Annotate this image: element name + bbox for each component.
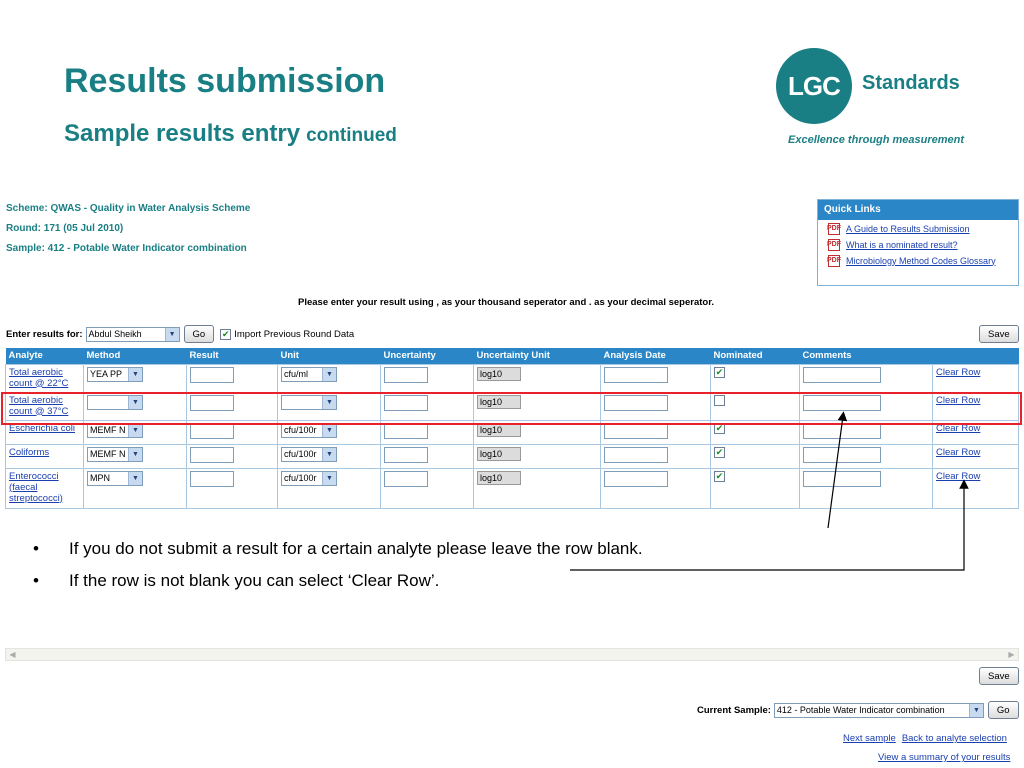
- nominated-checkbox[interactable]: ✔: [715, 470, 724, 481]
- result-cell: [187, 392, 278, 420]
- nominated-checkbox[interactable]: [714, 395, 725, 406]
- nominated-cell: [711, 444, 800, 468]
- import-checkbox[interactable]: ✔: [221, 328, 230, 339]
- sample-info: Sample: 412 - Potable Water Indicator combination: [6, 243, 247, 254]
- date-cell: [601, 444, 711, 468]
- unit-select[interactable]: [281, 395, 337, 410]
- current-sample-go-button[interactable]: Go: [988, 701, 1019, 719]
- chevron-down-icon: ▼: [128, 424, 142, 437]
- method-select[interactable]: [87, 395, 143, 410]
- pdf-icon: PDF: [828, 223, 840, 235]
- method-select[interactable]: [87, 447, 143, 462]
- table-row: [6, 420, 1019, 444]
- enter-results-bar: [6, 325, 354, 343]
- unit-cell: [278, 468, 381, 508]
- actions-cell: [933, 364, 1019, 392]
- scheme-name: Scheme: QWAS - Quality in Water Analysis Scheme: [6, 203, 251, 214]
- clear-row-link[interactable]: Clear Row: [936, 422, 981, 434]
- actions-cell: [933, 444, 1019, 468]
- unit-cell: [278, 364, 381, 392]
- nominated-checkbox[interactable]: ✔: [715, 422, 724, 433]
- table-row: [6, 468, 1019, 508]
- comments-input[interactable]: [803, 471, 881, 487]
- result-cell: [187, 468, 278, 508]
- result-input[interactable]: [190, 423, 234, 439]
- chevron-down-icon: ▼: [322, 368, 336, 381]
- method-value: MPN: [90, 473, 110, 483]
- quick-links-panel: [817, 199, 1019, 286]
- enter-results-label: Enter results for:: [6, 328, 83, 340]
- pdf-icon: PDF: [828, 239, 840, 251]
- pdf-icon: PDF: [828, 255, 840, 267]
- analyte-link[interactable]: Coliforms: [9, 446, 50, 458]
- col-comments: Comments: [800, 348, 933, 364]
- method-select[interactable]: [87, 471, 143, 486]
- quick-link-glossary[interactable]: Microbiology Method Codes Glossary: [846, 255, 996, 266]
- col-result: Result: [187, 348, 278, 364]
- slide-title: Results submission: [64, 62, 386, 100]
- date-cell: [601, 364, 711, 392]
- comments-input[interactable]: [803, 395, 881, 411]
- nominated-cell: [711, 392, 800, 420]
- save-button-bottom[interactable]: Save: [979, 667, 1019, 685]
- unit-cell: [278, 392, 381, 420]
- actions-cell: [933, 392, 1019, 420]
- unit-value: cfu/ml: [284, 369, 309, 379]
- analyte-cell: [6, 444, 84, 468]
- table-row: [6, 364, 1019, 392]
- analysis-date-input[interactable]: [604, 367, 668, 383]
- comments-input[interactable]: [803, 367, 881, 383]
- slide-subtitle: [64, 120, 397, 148]
- uncertainty-input[interactable]: [384, 447, 428, 463]
- unit-cell: [278, 420, 381, 444]
- scheme-info: [6, 199, 250, 259]
- date-cell: [601, 420, 711, 444]
- unc-unit-cell: [474, 364, 601, 392]
- view-summary-link[interactable]: View a summary of your results: [878, 752, 1011, 763]
- result-input[interactable]: [190, 447, 234, 463]
- nominated-cell: [711, 364, 800, 392]
- uncertainty-cell: [381, 392, 474, 420]
- subtitle-text: Sample results entry: [64, 120, 301, 147]
- uncertainty-input[interactable]: [384, 367, 428, 383]
- horizontal-scrollbar[interactable]: [5, 648, 1019, 661]
- unit-cell: [278, 444, 381, 468]
- col-uncertainty: Uncertainty: [381, 348, 474, 364]
- result-cell: [187, 444, 278, 468]
- uncertainty-unit-field: log10: [477, 471, 521, 485]
- uncertainty-input[interactable]: [384, 423, 428, 439]
- quick-link-guide[interactable]: A Guide to Results Submission: [846, 223, 970, 234]
- current-sample-bar: [697, 701, 1019, 719]
- date-cell: [601, 468, 711, 508]
- table-row: [6, 444, 1019, 468]
- unit-select[interactable]: [281, 423, 337, 438]
- current-sample-value: 412 - Potable Water Indicator combination: [776, 705, 945, 715]
- chevron-down-icon: ▼: [322, 424, 336, 437]
- unc-unit-cell: [474, 444, 601, 468]
- quick-link-item[interactable]: [828, 237, 1018, 252]
- method-cell: [84, 468, 187, 508]
- analysis-date-input[interactable]: [604, 395, 668, 411]
- analyte-link[interactable]: Enterococci (faecal streptococci): [9, 470, 63, 504]
- result-input[interactable]: [190, 367, 234, 383]
- bullet-text: If you do not submit a result for a certain analyte please leave the row blank.: [69, 539, 643, 558]
- back-to-selection-link[interactable]: Back to analyte selection: [901, 733, 1007, 744]
- col-actions: [933, 348, 1019, 364]
- logo-mark: LGC: [776, 48, 852, 124]
- method-select[interactable]: [87, 367, 143, 382]
- method-cell: [84, 444, 187, 468]
- unit-select[interactable]: [281, 447, 337, 462]
- actions-cell: [933, 468, 1019, 508]
- import-label: Import Previous Round Data: [234, 328, 355, 340]
- nominated-cell: [711, 468, 800, 508]
- chevron-down-icon: ▼: [128, 368, 142, 381]
- comments-input[interactable]: [803, 447, 881, 463]
- analyte-cell: [6, 364, 84, 392]
- unc-unit-cell: [474, 392, 601, 420]
- clear-row-link[interactable]: Clear Row: [936, 394, 981, 406]
- logo-tagline: Excellence through measurement: [788, 134, 965, 146]
- unc-unit-cell: [474, 468, 601, 508]
- analysis-date-input[interactable]: [604, 423, 668, 439]
- chevron-down-icon: ▼: [322, 472, 336, 485]
- col-analyte: Analyte: [6, 348, 84, 364]
- quick-link-item[interactable]: [828, 221, 1018, 236]
- method-select[interactable]: [87, 423, 143, 438]
- bullet-text: If the row is not blank you can select ‘Clear Row’.: [69, 571, 440, 590]
- comments-cell: [800, 364, 933, 392]
- col-nominated: Nominated: [711, 348, 800, 364]
- uncertainty-input[interactable]: [384, 471, 428, 487]
- lgc-logo: [776, 48, 986, 148]
- user-select[interactable]: [86, 327, 180, 342]
- analysis-date-input[interactable]: [604, 447, 668, 463]
- bullet-list: [33, 533, 643, 597]
- nominated-checkbox[interactable]: ✔: [715, 446, 724, 457]
- uncertainty-input[interactable]: [384, 395, 428, 411]
- uncertainty-unit-field: log10: [477, 447, 521, 461]
- comments-input[interactable]: [803, 423, 881, 439]
- uncertainty-unit-field: log10: [477, 423, 521, 437]
- current-sample-label: Current Sample:: [697, 704, 771, 716]
- unit-select[interactable]: [281, 471, 337, 486]
- analyte-cell: [6, 468, 84, 508]
- unit-value: cfu/100r: [284, 473, 317, 483]
- result-input[interactable]: [190, 471, 234, 487]
- bullet-dot: •: [33, 539, 39, 558]
- col-method: Method: [84, 348, 187, 364]
- bullet-item: [33, 565, 643, 597]
- col-uncertainty-unit: Uncertainty Unit: [474, 348, 601, 364]
- method-value: MEMF N: [90, 449, 126, 459]
- comments-cell: [800, 420, 933, 444]
- quick-link-nominated[interactable]: What is a nominated result?: [846, 239, 958, 250]
- uncertainty-unit-field: log10: [477, 395, 521, 409]
- nominated-cell: [711, 420, 800, 444]
- unit-select[interactable]: [281, 367, 337, 382]
- subtitle-suffix: continued: [306, 125, 397, 146]
- entry-instructions: Please enter your result using , as your thousand seperator and . as your decimal seperator.: [298, 297, 715, 308]
- go-button[interactable]: Go: [184, 325, 215, 343]
- chevron-down-icon: ▼: [969, 704, 983, 717]
- nav-links: [843, 733, 1007, 744]
- uncertainty-cell: [381, 364, 474, 392]
- method-cell: [84, 392, 187, 420]
- result-cell: [187, 420, 278, 444]
- logo-name: Standards: [862, 72, 960, 94]
- col-analysis-date: Analysis Date: [601, 348, 711, 364]
- next-sample-link[interactable]: Next sample: [843, 733, 896, 744]
- chevron-down-icon: ▼: [128, 396, 142, 409]
- chevron-down-icon: ▼: [322, 396, 336, 409]
- unit-value: cfu/100r: [284, 425, 317, 435]
- uncertainty-cell: [381, 468, 474, 508]
- analyte-cell: [6, 392, 84, 420]
- unit-value: cfu/100r: [284, 449, 317, 459]
- nominated-checkbox[interactable]: ✔: [715, 366, 724, 377]
- quick-links-header: Quick Links: [818, 200, 1018, 220]
- table-header-row: [6, 348, 1019, 364]
- table-row: [6, 392, 1019, 420]
- date-cell: [601, 392, 711, 420]
- analyte-link[interactable]: Total aerobic count @ 37°C: [9, 394, 69, 417]
- scroll-left-icon[interactable]: ◀: [9, 650, 16, 659]
- col-unit: Unit: [278, 348, 381, 364]
- uncertainty-cell: [381, 420, 474, 444]
- quick-link-item[interactable]: [828, 253, 1018, 268]
- method-value: MEMF N: [90, 425, 126, 435]
- bullet-item: [33, 533, 643, 565]
- chevron-down-icon: ▼: [128, 472, 142, 485]
- chevron-down-icon: ▼: [128, 448, 142, 461]
- save-button-top[interactable]: Save: [979, 325, 1019, 343]
- comments-cell: [800, 392, 933, 420]
- results-table: [5, 348, 1019, 509]
- chevron-down-icon: ▼: [165, 328, 179, 341]
- result-cell: [187, 364, 278, 392]
- result-input[interactable]: [190, 395, 234, 411]
- analysis-date-input[interactable]: [604, 471, 668, 487]
- method-cell: [84, 420, 187, 444]
- comments-cell: [800, 468, 933, 508]
- clear-row-link[interactable]: Clear Row: [936, 446, 981, 458]
- unc-unit-cell: [474, 420, 601, 444]
- comments-cell: [800, 444, 933, 468]
- analyte-link[interactable]: Total aerobic count @ 22°C: [9, 366, 69, 389]
- method-cell: [84, 364, 187, 392]
- clear-row-link[interactable]: Clear Row: [936, 470, 981, 482]
- actions-cell: [933, 420, 1019, 444]
- uncertainty-unit-field: log10: [477, 367, 521, 381]
- current-sample-select[interactable]: [774, 703, 984, 718]
- chevron-down-icon: ▼: [322, 448, 336, 461]
- scroll-right-icon[interactable]: ▶: [1008, 650, 1015, 659]
- clear-row-link[interactable]: Clear Row: [936, 366, 981, 378]
- uncertainty-cell: [381, 444, 474, 468]
- round-info: Round: 171 (05 Jul 2010): [6, 223, 124, 234]
- method-value: YEA PP: [90, 369, 123, 379]
- user-select-value: Abdul Sheikh: [88, 329, 142, 339]
- bullet-dot: •: [33, 571, 39, 590]
- analyte-cell: [6, 420, 84, 444]
- analyte-link[interactable]: Escherichia coli: [9, 422, 75, 434]
